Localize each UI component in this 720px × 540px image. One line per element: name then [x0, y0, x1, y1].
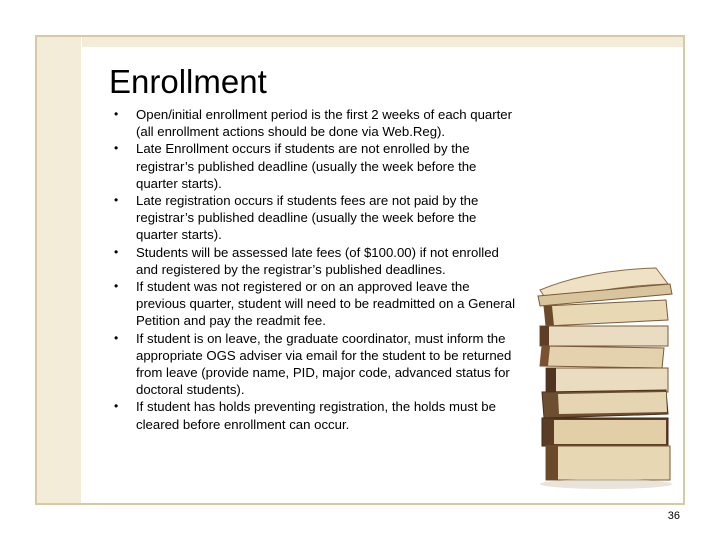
- book-8: [546, 446, 670, 480]
- bullet-icon: •: [114, 107, 119, 121]
- bullet-item: [108, 106, 518, 140]
- bullet-text: Students will be assessed late fees (of $100.00) if not enrolled and registered by the registrar’s published deadlines.: [136, 244, 499, 277]
- book-3: [540, 326, 668, 346]
- bullet-item: [108, 140, 518, 192]
- bullet-text: If student is on leave, the graduate coordinator, must inform the appropriate OGS adviser via email for the student to be returned from leave (provide name, PID, major code, advanced status for doctoral students).: [136, 330, 512, 398]
- book-4: [540, 346, 664, 368]
- bullet-text: If student was not registered or on an approved leave the previous quarter, student will need to be readmitted on a General Petition and pay the readmit fee.: [136, 279, 516, 329]
- book-7: [542, 418, 668, 446]
- bullet-icon: •: [114, 193, 119, 208]
- book-5: [546, 368, 668, 392]
- slide-title: Enrollment: [109, 63, 267, 100]
- bullet-item: [108, 192, 518, 244]
- bullet-text: If student has holds preventing registration, the holds must be cleared before enrollment can occur.: [136, 399, 496, 432]
- bullet-item: [108, 398, 518, 432]
- page-number: 36: [667, 510, 680, 522]
- bullet-item: [108, 330, 518, 399]
- bullet-item: [108, 244, 518, 278]
- bullet-icon: •: [114, 141, 119, 156]
- stack-of-books-image: [528, 262, 678, 490]
- bullet-icon: •: [114, 244, 119, 259]
- bullet-item: [108, 278, 518, 330]
- bullet-text: Open/initial enrollment period is the first 2 weeks of each quarter (all enrollment actions should be done via Web.Reg).: [136, 107, 513, 140]
- bullet-text: Late Enrollment occurs if students are not enrolled by the registrar’s published deadline (usually the week before the quarter starts).: [136, 141, 477, 191]
- book-6: [542, 390, 668, 418]
- bullet-list: [108, 106, 518, 433]
- bullet-text: Late registration occurs if students fees are not paid by the registrar’s published deadline (usually the week before the quarter starts).: [136, 193, 479, 243]
- bullet-icon: •: [114, 399, 119, 414]
- bullet-icon: •: [114, 330, 119, 345]
- bullet-icon: •: [114, 279, 119, 294]
